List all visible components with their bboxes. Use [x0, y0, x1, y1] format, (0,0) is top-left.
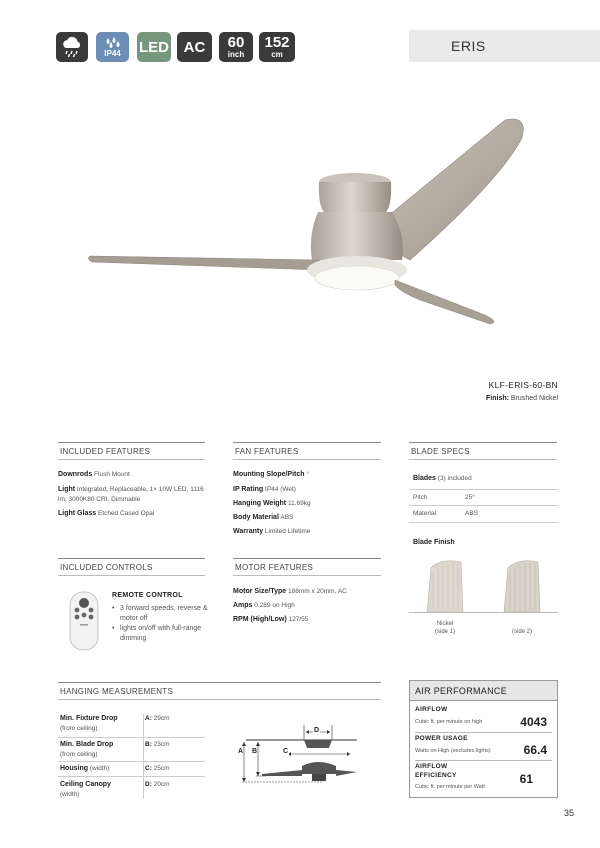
included-feature-light: Light Integrated, Replaceable, 1× 10W LED, 1116 lm, 3000K80 CRI, Dimmable: [58, 486, 204, 503]
fan-features-heading: FAN FEATURES: [233, 442, 381, 460]
air-divider: [415, 760, 552, 761]
remote-control-title: REMOTE CONTROL: [112, 592, 183, 599]
efficiency-value: 61: [519, 772, 533, 786]
hang-row-housing: Housing (width) C: 25cm: [58, 762, 205, 777]
page-number: 35: [563, 808, 574, 818]
fan-feature-material: Body Material ABS: [233, 514, 294, 521]
remote-feature-item: • 3 forward speeds, reverse & motor off: [112, 604, 212, 624]
finish-label: Finish:: [486, 395, 509, 402]
hang-row-blade-drop: Min. Blade Drop (from ceiling) B: 23cm: [58, 738, 205, 762]
efficiency-sub: Cubic ft. per minute per Watt: [415, 784, 485, 790]
ip-rating-badge: [96, 32, 129, 62]
ac-badge: [177, 32, 212, 62]
hanging-dimensions-diagram: [232, 722, 362, 794]
water-drops-icon: [103, 37, 123, 49]
included-feature-downrods: Downrods Flush Mount: [58, 471, 130, 478]
remote-control-image: [66, 590, 102, 652]
size-cm-value: 152: [264, 33, 290, 51]
included-features-heading: INCLUDED FEATURES: [58, 442, 205, 460]
efficiency-label-1: AIRFLOW: [415, 763, 448, 770]
motor-rpm: RPM (High/Low) 127/55: [233, 616, 309, 623]
wet-rated-badge: [56, 32, 88, 62]
included-feature-light-glass: Light Glass Etched Cased Opal: [58, 510, 155, 517]
blade-pitch-row: Pitch 25°: [409, 489, 558, 506]
diagram-label-b: B: [252, 748, 258, 755]
motor-features-heading: MOTOR FEATURES: [233, 558, 381, 576]
fan-feature-weight: Hanging Weight 11.69kg: [233, 500, 311, 507]
air-performance-heading: AIR PERFORMANCE: [410, 681, 557, 701]
remote-feature-item: • lights on/off with full-range dimming: [112, 624, 212, 644]
blade-material-row: Material ABS: [409, 506, 558, 523]
size-inch-unit: inch: [227, 49, 245, 59]
blade-swatch-side1: [425, 558, 465, 612]
power-usage-value: 66.4: [523, 743, 547, 757]
airflow-label: AIRFLOW: [415, 706, 448, 713]
diagram-label-d: D: [314, 727, 320, 734]
fan-feature-ip: IP Rating IP44 (Wet): [233, 486, 296, 493]
airflow-sub: Cubic ft. per minute on high: [415, 719, 483, 725]
fan-feature-warranty: Warranty Limited Lifetime: [233, 528, 311, 535]
model-title: ERIS: [409, 30, 600, 62]
size-inch-value: 60: [227, 33, 245, 51]
finish-line: [486, 395, 558, 402]
size-inch-badge: [219, 32, 253, 62]
motor-amps: Amps 0.289 on High: [233, 602, 295, 609]
hanging-measurements-heading: HANGING MEASUREMENTS: [58, 682, 381, 700]
included-controls-heading: INCLUDED CONTROLS: [58, 558, 205, 576]
efficiency-label-2: EFFICIENCY: [415, 772, 457, 779]
led-badge: [137, 32, 171, 62]
air-divider: [415, 732, 552, 733]
ac-text: AC: [183, 38, 206, 56]
diagram-label-a: A: [238, 748, 244, 755]
fan-feature-pitch: Mounting Slope/Pitch °: [233, 471, 309, 478]
finish-value: Brushed Nickel: [510, 395, 558, 402]
size-cm-badge: [259, 32, 295, 62]
power-usage-sub: Watts on High (excludes lights): [415, 748, 491, 754]
blade-swatch-divider: [409, 612, 558, 613]
air-performance-box: [409, 680, 558, 798]
wet-rated-cloud-icon: [60, 36, 84, 58]
hang-table-column-divider: [143, 714, 144, 799]
ceiling-fan-image: [80, 110, 530, 340]
remote-control-features: [112, 604, 212, 644]
motor-size: Motor Size/Type 188mm x 20mm, AC: [233, 588, 347, 595]
size-cm-unit: cm: [271, 49, 283, 59]
power-usage-label: POWER USAGE: [415, 735, 468, 742]
blade-finish-side2-caption: (side 2): [511, 629, 532, 635]
ip-rating-text: IP44: [104, 48, 121, 58]
product-code: KLF-ERIS-60-BN: [488, 380, 558, 390]
blade-specs-heading: BLADE SPECS: [409, 442, 557, 460]
blade-finish-heading: Blade Finish: [413, 539, 455, 546]
airflow-value: 4043: [520, 715, 547, 729]
diagram-label-c: C: [283, 748, 289, 755]
blade-count: Blades (3) included: [413, 475, 472, 482]
blade-swatch-side2: [502, 558, 542, 612]
led-text: LED: [139, 38, 169, 56]
hang-row-fixture-drop: Min. Fixture Drop (from ceiling) A: 29cm: [58, 714, 205, 738]
blade-finish-side1-caption: Nickel (side 1): [434, 621, 455, 635]
hang-row-canopy: Ceiling Canopy (width) D: 20cm: [60, 781, 170, 798]
